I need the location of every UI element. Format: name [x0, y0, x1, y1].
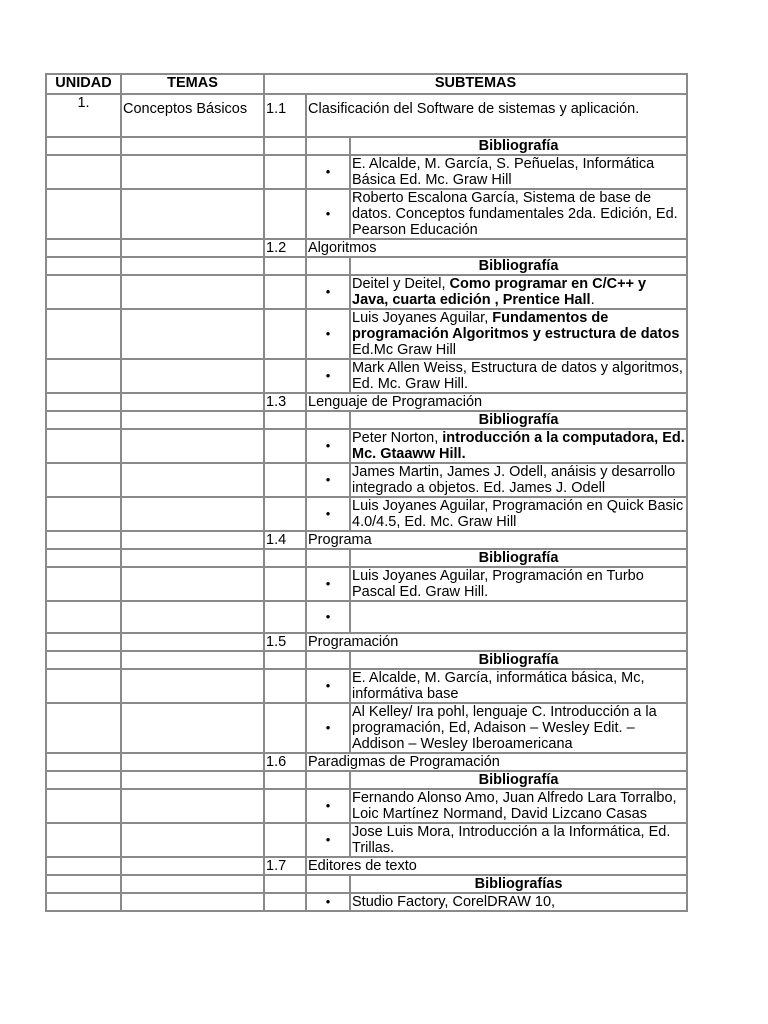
bibliography-header-row	[46, 549, 687, 567]
bibliography-entry-text	[350, 669, 687, 703]
bibliography-entry-row	[46, 359, 687, 393]
bibliography-empty-cell	[46, 257, 121, 275]
bibliography-empty-cell	[46, 137, 121, 155]
bibliography-entry-text	[350, 359, 687, 393]
bullet-icon: •	[306, 669, 350, 703]
subtopic-empty-cell	[121, 633, 264, 651]
bibliography-entry-text	[350, 155, 687, 189]
text-segment: Roberto Escalona García, Sistema de base de datos. Conceptos fundamentales 2da. Edición, Ed. Pearson Educación	[352, 190, 678, 238]
entry-empty-cell	[121, 789, 264, 823]
bibliography-label: Bibliografía	[350, 257, 687, 275]
bibliography-entry-row	[46, 189, 687, 239]
bibliography-empty-cell	[306, 411, 350, 429]
bibliography-empty-cell	[264, 137, 306, 155]
entry-empty-cell	[46, 601, 121, 633]
entry-empty-cell	[46, 669, 121, 703]
bibliography-entry-row	[46, 823, 687, 857]
bullet-icon: •	[306, 789, 350, 823]
entry-empty-cell	[46, 567, 121, 601]
text-segment: E. Alcalde, M. García, S. Peñuelas, Informática Básica Ed. Mc. Graw Hill	[352, 156, 655, 188]
subtopic-empty-cell	[46, 239, 121, 257]
entry-empty-cell	[46, 823, 121, 857]
subtopic-empty-cell	[46, 857, 121, 875]
entry-empty-cell	[264, 463, 306, 497]
text-segment: .	[590, 292, 595, 308]
bibliography-entry-text	[350, 497, 687, 531]
bibliography-header-row	[46, 875, 687, 893]
entry-empty-cell	[264, 155, 306, 189]
entry-empty-cell	[46, 463, 121, 497]
bibliography-entry-text	[350, 601, 687, 633]
entry-empty-cell	[264, 309, 306, 359]
bibliography-empty-cell	[46, 875, 121, 893]
bold-title-segment: Fundamentos de programación Algoritmos y estructura de datos	[352, 310, 680, 342]
tema-cell: Conceptos Básicos	[121, 94, 264, 137]
bibliography-entry-row	[46, 601, 687, 633]
text-segment: Luis Joyanes Aguilar, Programación en Turbo Pascal Ed. Graw Hill.	[352, 568, 644, 600]
subtopic-title: Paradigmas de Programación	[306, 753, 687, 771]
bullet-icon: •	[306, 893, 350, 911]
bullet-icon: •	[306, 601, 350, 633]
subtopic-row	[46, 239, 687, 257]
entry-empty-cell	[121, 823, 264, 857]
entry-empty-cell	[121, 497, 264, 531]
entry-empty-cell	[264, 669, 306, 703]
entry-empty-cell	[264, 789, 306, 823]
bullet-icon: •	[306, 429, 350, 463]
bibliography-entry-text	[350, 567, 687, 601]
subtopic-row	[46, 857, 687, 875]
entry-empty-cell	[121, 893, 264, 911]
text-segment: Ed.Mc Graw Hill	[352, 342, 456, 358]
bibliography-label: Bibliografía	[350, 137, 687, 155]
bibliography-entry-text	[350, 309, 687, 359]
bibliography-entry-text	[350, 463, 687, 497]
topic-row	[46, 94, 687, 137]
bibliography-empty-cell	[306, 549, 350, 567]
bibliography-header-row	[46, 257, 687, 275]
subtopic-number: 1.4	[264, 531, 306, 549]
entry-empty-cell	[121, 155, 264, 189]
text-segment: Luis Joyanes Aguilar, Programación en Quick Basic 4.0/4.5, Ed. Mc. Graw Hill	[352, 498, 684, 530]
bibliography-empty-cell	[264, 411, 306, 429]
entry-empty-cell	[46, 275, 121, 309]
bullet-icon: •	[306, 567, 350, 601]
subtopic-row	[46, 633, 687, 651]
text-segment: E. Alcalde, M. García, informática básica, Mc, informátiva base	[352, 670, 645, 702]
text-segment: James Martin, James J. Odell, anáisis y desarrollo integrado a objetos. Ed. James J. Odell	[352, 464, 676, 496]
entry-empty-cell	[264, 601, 306, 633]
subtopic-number: 1.2	[264, 239, 306, 257]
bullet-icon: •	[306, 189, 350, 239]
subtopic-row	[46, 531, 687, 549]
bibliography-entry-row	[46, 463, 687, 497]
text-segment: Mark Allen Weiss, Estructura de datos y algoritmos, Ed. Mc. Graw Hill.	[352, 360, 683, 392]
bibliography-empty-cell	[121, 549, 264, 567]
text-segment: Al Kelley/ Ira pohl, lenguaje C. Introducción a la programación, Ed, Adaison – Wesley Edit. – Addison – Wesley Iberoamericana	[352, 704, 657, 752]
bibliography-entry-row	[46, 893, 687, 911]
bibliography-entry-text	[350, 703, 687, 753]
bibliography-entry-row	[46, 669, 687, 703]
entry-empty-cell	[121, 703, 264, 753]
bibliography-empty-cell	[121, 771, 264, 789]
bibliography-entry-text	[350, 189, 687, 239]
text-segment: Fernando Alonso Amo, Juan Alfredo Lara Torralbo, Loic Martínez Normand, David Lizcano Casas	[352, 790, 677, 822]
header-row	[46, 74, 687, 94]
entry-empty-cell	[121, 601, 264, 633]
subtopic-title: Clasificación del Software de sistemas y aplicación.	[306, 94, 687, 137]
bibliography-label: Bibliografía	[350, 651, 687, 669]
entry-empty-cell	[264, 275, 306, 309]
bibliography-empty-cell	[264, 257, 306, 275]
bibliography-empty-cell	[121, 411, 264, 429]
bibliography-header-row	[46, 411, 687, 429]
header-temas: TEMAS	[121, 74, 264, 94]
subtopic-number: 1.1	[264, 94, 306, 137]
entry-empty-cell	[121, 309, 264, 359]
bibliography-header-row	[46, 651, 687, 669]
bibliography-entry-row	[46, 497, 687, 531]
bibliography-empty-cell	[46, 651, 121, 669]
bibliography-entry-row	[46, 155, 687, 189]
bibliography-entry-text	[350, 429, 687, 463]
bibliography-empty-cell	[306, 771, 350, 789]
bold-title-segment: Como programar en C/C++ y Java, cuarta edición , Prentice Hall	[352, 276, 647, 308]
subtopic-empty-cell	[121, 857, 264, 875]
entry-empty-cell	[264, 359, 306, 393]
subtopic-empty-cell	[46, 531, 121, 549]
bibliography-empty-cell	[264, 875, 306, 893]
bullet-icon: •	[306, 703, 350, 753]
subtopic-empty-cell	[46, 753, 121, 771]
bibliography-empty-cell	[121, 137, 264, 155]
bibliography-empty-cell	[264, 771, 306, 789]
entry-empty-cell	[46, 893, 121, 911]
bullet-icon: •	[306, 309, 350, 359]
bullet-icon: •	[306, 155, 350, 189]
bullet-icon: •	[306, 497, 350, 531]
bibliography-empty-cell	[121, 257, 264, 275]
subtopic-title: Lenguaje de Programación	[306, 393, 687, 411]
bibliography-label: Bibliografía	[350, 771, 687, 789]
subtopic-number: 1.3	[264, 393, 306, 411]
bibliography-empty-cell	[306, 651, 350, 669]
entry-empty-cell	[264, 823, 306, 857]
bibliography-entry-row	[46, 703, 687, 753]
header-subtemas: SUBTEMAS	[264, 74, 687, 94]
entry-empty-cell	[46, 155, 121, 189]
entry-empty-cell	[46, 497, 121, 531]
subtopic-empty-cell	[46, 633, 121, 651]
subtopic-empty-cell	[121, 753, 264, 771]
subtopic-title: Editores de texto	[306, 857, 687, 875]
text-segment: Luis Joyanes Aguilar,	[352, 310, 493, 326]
entry-empty-cell	[46, 789, 121, 823]
entry-empty-cell	[264, 567, 306, 601]
bibliography-entry-row	[46, 429, 687, 463]
entry-empty-cell	[264, 429, 306, 463]
bibliography-header-row	[46, 771, 687, 789]
bibliography-empty-cell	[46, 549, 121, 567]
bibliography-empty-cell	[46, 771, 121, 789]
bibliography-empty-cell	[306, 137, 350, 155]
entry-empty-cell	[46, 309, 121, 359]
bibliography-label: Bibliografías	[350, 875, 687, 893]
bibliography-entry-text	[350, 275, 687, 309]
header-unidad: UNIDAD	[46, 74, 121, 94]
bibliography-empty-cell	[121, 875, 264, 893]
bold-title-segment: introducción a la computadora, Ed. Mc. Gtaaww Hill.	[352, 430, 685, 462]
bibliography-entry-text	[350, 789, 687, 823]
bibliography-empty-cell	[264, 651, 306, 669]
entry-empty-cell	[121, 669, 264, 703]
bibliography-entry-row	[46, 275, 687, 309]
bibliography-entry-row	[46, 309, 687, 359]
entry-empty-cell	[121, 275, 264, 309]
bibliography-empty-cell	[306, 875, 350, 893]
bibliography-entry-row	[46, 789, 687, 823]
bibliography-label: Bibliografía	[350, 411, 687, 429]
syllabus-table	[45, 73, 688, 912]
text-segment: Deitel y Deitel,	[352, 276, 450, 292]
subtopic-empty-cell	[121, 239, 264, 257]
bullet-icon: •	[306, 275, 350, 309]
subtopic-title: Algoritmos	[306, 239, 687, 257]
bibliography-header-row	[46, 137, 687, 155]
subtopic-empty-cell	[46, 393, 121, 411]
subtopic-number: 1.7	[264, 857, 306, 875]
text-segment: Studio Factory, CorelDRAW 10,	[352, 894, 556, 910]
bullet-icon: •	[306, 359, 350, 393]
bullet-icon: •	[306, 463, 350, 497]
subtopic-number: 1.5	[264, 633, 306, 651]
subtopic-empty-cell	[121, 531, 264, 549]
bibliography-empty-cell	[306, 257, 350, 275]
entry-empty-cell	[121, 567, 264, 601]
bibliography-empty-cell	[46, 411, 121, 429]
entry-empty-cell	[121, 463, 264, 497]
bibliography-entry-text	[350, 823, 687, 857]
bibliography-empty-cell	[121, 651, 264, 669]
entry-empty-cell	[121, 189, 264, 239]
entry-empty-cell	[264, 703, 306, 753]
text-segment: Jose Luis Mora, Introducción a la Informática, Ed. Trillas.	[352, 824, 671, 856]
bibliography-label: Bibliografía	[350, 549, 687, 567]
bibliography-entry-row	[46, 567, 687, 601]
bullet-icon: •	[306, 823, 350, 857]
entry-empty-cell	[121, 359, 264, 393]
subtopic-row	[46, 753, 687, 771]
text-segment: Peter Norton,	[352, 430, 443, 446]
bibliography-empty-cell	[264, 549, 306, 567]
entry-empty-cell	[46, 359, 121, 393]
unit-number: 1.	[46, 94, 121, 137]
entry-empty-cell	[264, 189, 306, 239]
subtopic-number: 1.6	[264, 753, 306, 771]
subtopic-row	[46, 393, 687, 411]
entry-empty-cell	[46, 189, 121, 239]
entry-empty-cell	[46, 429, 121, 463]
entry-empty-cell	[264, 497, 306, 531]
subtopic-title: Programa	[306, 531, 687, 549]
bibliography-entry-text	[350, 893, 687, 911]
entry-empty-cell	[46, 703, 121, 753]
entry-empty-cell	[264, 893, 306, 911]
entry-empty-cell	[121, 429, 264, 463]
subtopic-empty-cell	[121, 393, 264, 411]
subtopic-title: Programación	[306, 633, 687, 651]
